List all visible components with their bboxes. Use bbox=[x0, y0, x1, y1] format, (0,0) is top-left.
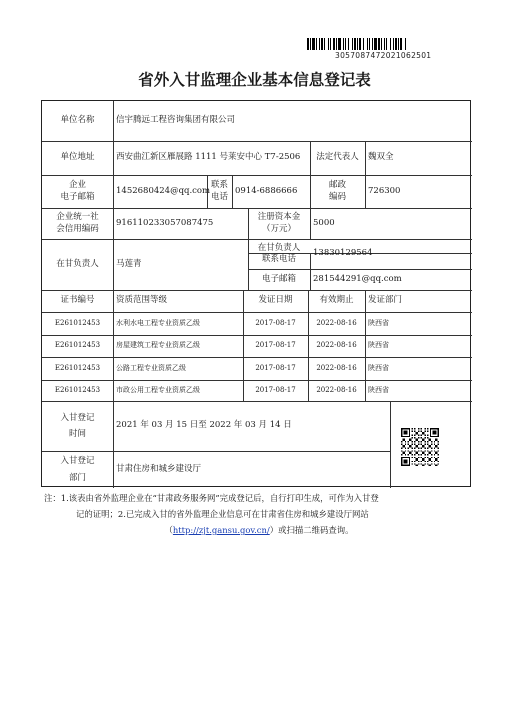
company-email-label: 企业 电子邮箱 bbox=[60, 180, 95, 202]
cert-row-4-scope: 市政公用工程专业资质乙级 bbox=[116, 385, 200, 394]
cert-row-3-number: E261012453 bbox=[54, 363, 101, 372]
footnote-line-3: （http://zjt.gansu.gov.cn/）或扫描二维码查询。 bbox=[164, 525, 354, 535]
cert-header-issue-date: 发证日期 bbox=[258, 295, 293, 306]
registration-time-label: 入甘登记 时间 bbox=[60, 412, 95, 439]
company-phone: 0914-6886666 bbox=[235, 185, 298, 196]
registration-dept: 甘肃住房和城乡建设厅 bbox=[116, 463, 202, 474]
gansu-contact-name: 马莲青 bbox=[116, 258, 142, 269]
barcode bbox=[307, 38, 459, 50]
postcode-label: 邮政 编码 bbox=[328, 180, 346, 202]
registration-time: 2021 年 03 月 15 日至 2022 年 03 月 14 日 bbox=[116, 420, 292, 431]
cert-row-3-scope: 公路工程专业资质乙级 bbox=[116, 363, 186, 372]
gansu-contact-phone: 13830129564 bbox=[313, 248, 373, 259]
cert-row-1-issue-date: 2017-08-17 bbox=[255, 318, 296, 327]
capital: 5000 bbox=[313, 217, 335, 228]
postcode: 726300 bbox=[368, 185, 401, 196]
gansu-contact-email-label: 电子邮箱 bbox=[261, 273, 296, 284]
cert-row-3-issuer: 陕西省 bbox=[368, 363, 389, 372]
gansu-contact-email: 281544291@qq.com bbox=[313, 273, 402, 284]
capital-label: 注册资本金 （万元） bbox=[257, 212, 301, 234]
cert-row-1-expiry: 2022-08-16 bbox=[316, 318, 357, 327]
cert-row-4-number: E261012453 bbox=[54, 385, 101, 394]
footnote bbox=[44, 490, 474, 538]
credit-code: 916110233057087475 bbox=[116, 217, 214, 228]
cert-row-4-expiry: 2022-08-16 bbox=[316, 385, 357, 394]
cert-row-4-issuer: 陕西省 bbox=[368, 385, 389, 394]
cert-row-1-issuer: 陕西省 bbox=[368, 318, 389, 327]
cert-row-2-issue-date: 2017-08-17 bbox=[255, 341, 296, 350]
cert-row-2-scope: 房屋建筑工程专业资质乙级 bbox=[116, 341, 200, 350]
footnote-line-1: 注：1.该表由省外监理企业在“甘肃政务服务网”完成登记后，自行打印生成，可作为入甘登 bbox=[44, 493, 379, 503]
legal-rep-label: 法定代表人 bbox=[316, 152, 359, 163]
company-email: 1452680424@qq.com bbox=[116, 185, 211, 196]
barcode-number: 30570874720210625​01 bbox=[335, 51, 432, 60]
qr-code-icon bbox=[401, 428, 439, 466]
cert-header-scope: 资质范围等级 bbox=[116, 295, 168, 306]
company-name: 信宇腾远工程咨询集团有限公司 bbox=[116, 115, 236, 126]
credit-code-label: 企业统一社 会信用编码 bbox=[56, 212, 99, 234]
cert-row-1-scope: 水利水电工程专业资质乙级 bbox=[116, 318, 200, 327]
page-title: 省外入甘监理企业基本信息登记表 bbox=[138, 71, 371, 89]
footnote-line-2: 记的证明；2.已完成入甘的省外监理企业信息可在甘肃省住房和城乡建设厅网站 bbox=[76, 509, 369, 519]
website-link[interactable]: http://zjt.gansu.gov.cn/ bbox=[172, 525, 270, 535]
cert-row-3-issue-date: 2017-08-17 bbox=[255, 363, 296, 372]
cert-row-2-number: E261012453 bbox=[54, 341, 101, 350]
legal-rep: 魏双全 bbox=[368, 152, 394, 163]
cert-header-number: 证书编号 bbox=[60, 295, 95, 306]
company-name-label: 单位名称 bbox=[60, 115, 95, 126]
cert-row-4-issue-date: 2017-08-17 bbox=[255, 385, 296, 394]
cert-row-2-expiry: 2022-08-16 bbox=[316, 341, 357, 350]
cert-row-2-issuer: 陕西省 bbox=[368, 341, 389, 350]
cert-header-expiry: 有效期止 bbox=[319, 295, 354, 306]
gansu-contact-label: 在甘负责人 bbox=[56, 258, 99, 269]
company-phone-label: 联系 电话 bbox=[210, 180, 228, 202]
cert-row-3-expiry: 2022-08-16 bbox=[316, 363, 357, 372]
company-address-label: 单位地址 bbox=[60, 152, 95, 163]
cert-row-1-number: E261012453 bbox=[54, 318, 101, 327]
gansu-contact-phone-label: 在甘负责人 联系电话 bbox=[257, 242, 301, 264]
company-address: 西安曲江新区雁展路 1111 号莱安中心 T7-2506 bbox=[116, 152, 301, 163]
cert-header-issuer: 发证部门 bbox=[368, 295, 403, 306]
registration-dept-label: 入甘登记 部门 bbox=[60, 456, 95, 483]
